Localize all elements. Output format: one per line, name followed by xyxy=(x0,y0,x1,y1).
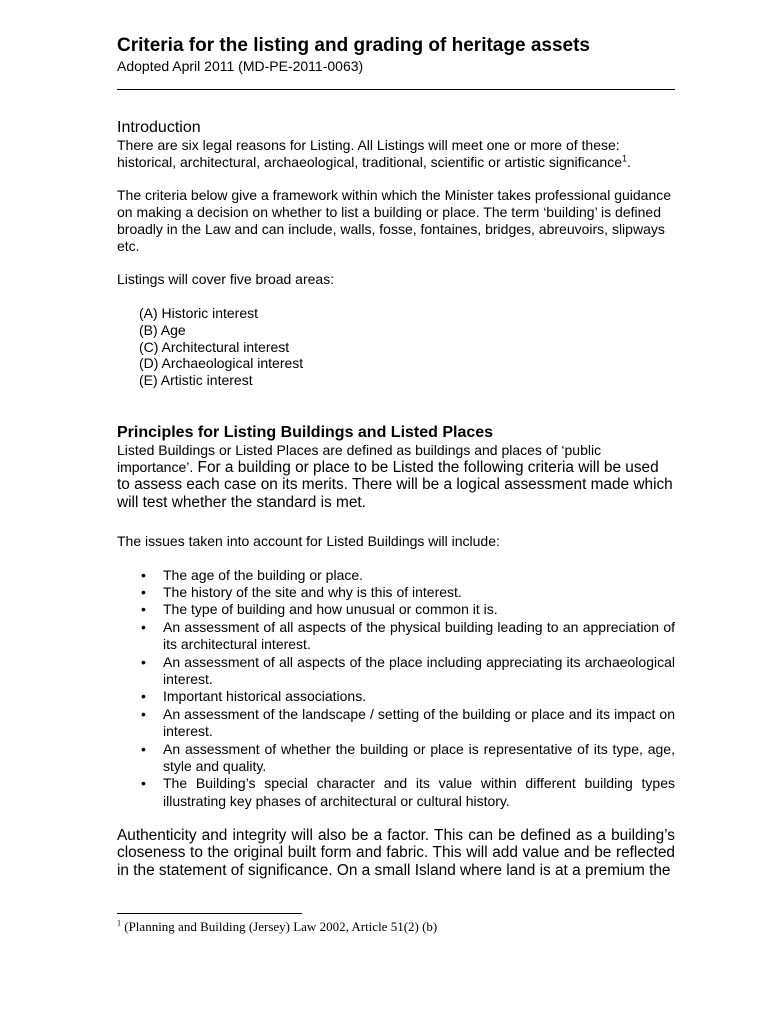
list-item xyxy=(117,601,675,618)
bullet-icon: • xyxy=(141,618,146,635)
list-item-text: An assessment of all aspects of the physical building leading to an appreciation of its architectural interest. xyxy=(163,618,675,653)
list-item-text: Important historical associations. xyxy=(163,688,367,705)
principles-paragraph-1-start: Listed Buildings or Listed Places are defined as buildings and places of ‘public importance’. xyxy=(117,441,602,475)
principles-paragraph-2: The issues taken into account for Listed Buildings will include: xyxy=(117,532,500,549)
introduction-paragraph-2: The criteria below give a framework within which the Minister takes professional guidance on making a decision on whether to list a building or place. The term ‘building’ is defined broadly in the Law and can include, walls, fosse, fontaines, bridges, abreuvoirs, slipways etc. xyxy=(117,187,672,254)
footnote-text: (Planning and Building (Jersey) Law 2002, Article 51(2) (b) xyxy=(121,919,438,934)
list-item xyxy=(117,567,675,584)
list-item: (C) Architectural interest xyxy=(139,338,290,355)
list-item xyxy=(117,741,675,776)
introduction-paragraph-1-end: . xyxy=(627,153,631,170)
list-item xyxy=(117,654,675,689)
list-item xyxy=(117,775,675,810)
list-item-text: An assessment of the landscape / setting of the building or place and its impact on interest. xyxy=(163,705,675,740)
footnote-reference[interactable]: 1 xyxy=(622,153,628,164)
bullet-icon: • xyxy=(141,583,146,600)
header-rule xyxy=(117,89,675,90)
introduction-heading: Introduction xyxy=(117,119,201,136)
list-item-text: The history of the site and why is this of interest. xyxy=(163,583,462,600)
issues-list xyxy=(117,567,675,811)
list-item xyxy=(117,584,675,601)
introduction-paragraph-1 xyxy=(117,137,675,171)
bullet-icon: • xyxy=(141,688,146,705)
footnote-number: 1 xyxy=(117,918,121,928)
document-title: Criteria for the listing and grading of heritage assets xyxy=(117,35,590,56)
bullet-icon: • xyxy=(141,653,146,670)
bullet-icon: • xyxy=(141,601,146,618)
bullet-icon: • xyxy=(141,566,146,583)
document-page xyxy=(117,34,675,879)
list-item: (B) Age xyxy=(139,321,186,338)
list-item-text: The Building’s special character and its value within different building types illustrating key phases of architectural or cultural history. xyxy=(163,775,675,809)
document-subtitle: Adopted April 2011 (MD-PE-2011-0063) xyxy=(117,58,364,74)
list-item: (A) Historic interest xyxy=(139,304,259,321)
list-item xyxy=(117,619,675,654)
bullet-icon: • xyxy=(141,775,146,792)
list-item-text: The age of the building or place. xyxy=(163,566,364,583)
bullet-icon: • xyxy=(141,705,146,722)
list-item: (E) Artistic interest xyxy=(139,372,253,389)
broad-areas-list xyxy=(117,305,675,389)
principles-heading: Principles for Listing Buildings and Listed Places xyxy=(117,423,494,441)
footnote xyxy=(117,919,437,935)
introduction-paragraph-1-text: There are six legal reasons for Listing. All Listings will meet one or more of these: historical, architectural, archaeological, traditional, scientific or artistic significance xyxy=(117,137,622,170)
principles-paragraph-1 xyxy=(117,442,675,511)
principles-paragraph-3: Authenticity and integrity will also be a factor. This can be defined as a building’s closeness to the original built form and fabric. This will add value and be reflected in the statement of significance. On a small Island where land is at a premium the xyxy=(117,827,675,879)
list-item-text: An assessment of whether the building or place is representative of its type, age, style and quality. xyxy=(163,740,675,775)
list-item-text: The type of building and how unusual or common it is. xyxy=(163,601,498,618)
list-item: (D) Archaeological interest xyxy=(139,355,304,372)
introduction-paragraph-3: Listings will cover five broad areas: xyxy=(117,271,335,288)
principles-paragraph-1-rest: For a building or place to be Listed the following criteria will be used to assess each case on its merits. There will be a logical assessment made which will test whether the standard is met. xyxy=(117,458,673,511)
list-item xyxy=(117,688,675,705)
bullet-icon: • xyxy=(141,740,146,757)
list-item-text: An assessment of all aspects of the place including appreciating its archaeological interest. xyxy=(163,653,675,687)
list-item xyxy=(117,706,675,741)
footnote-rule xyxy=(117,913,302,914)
